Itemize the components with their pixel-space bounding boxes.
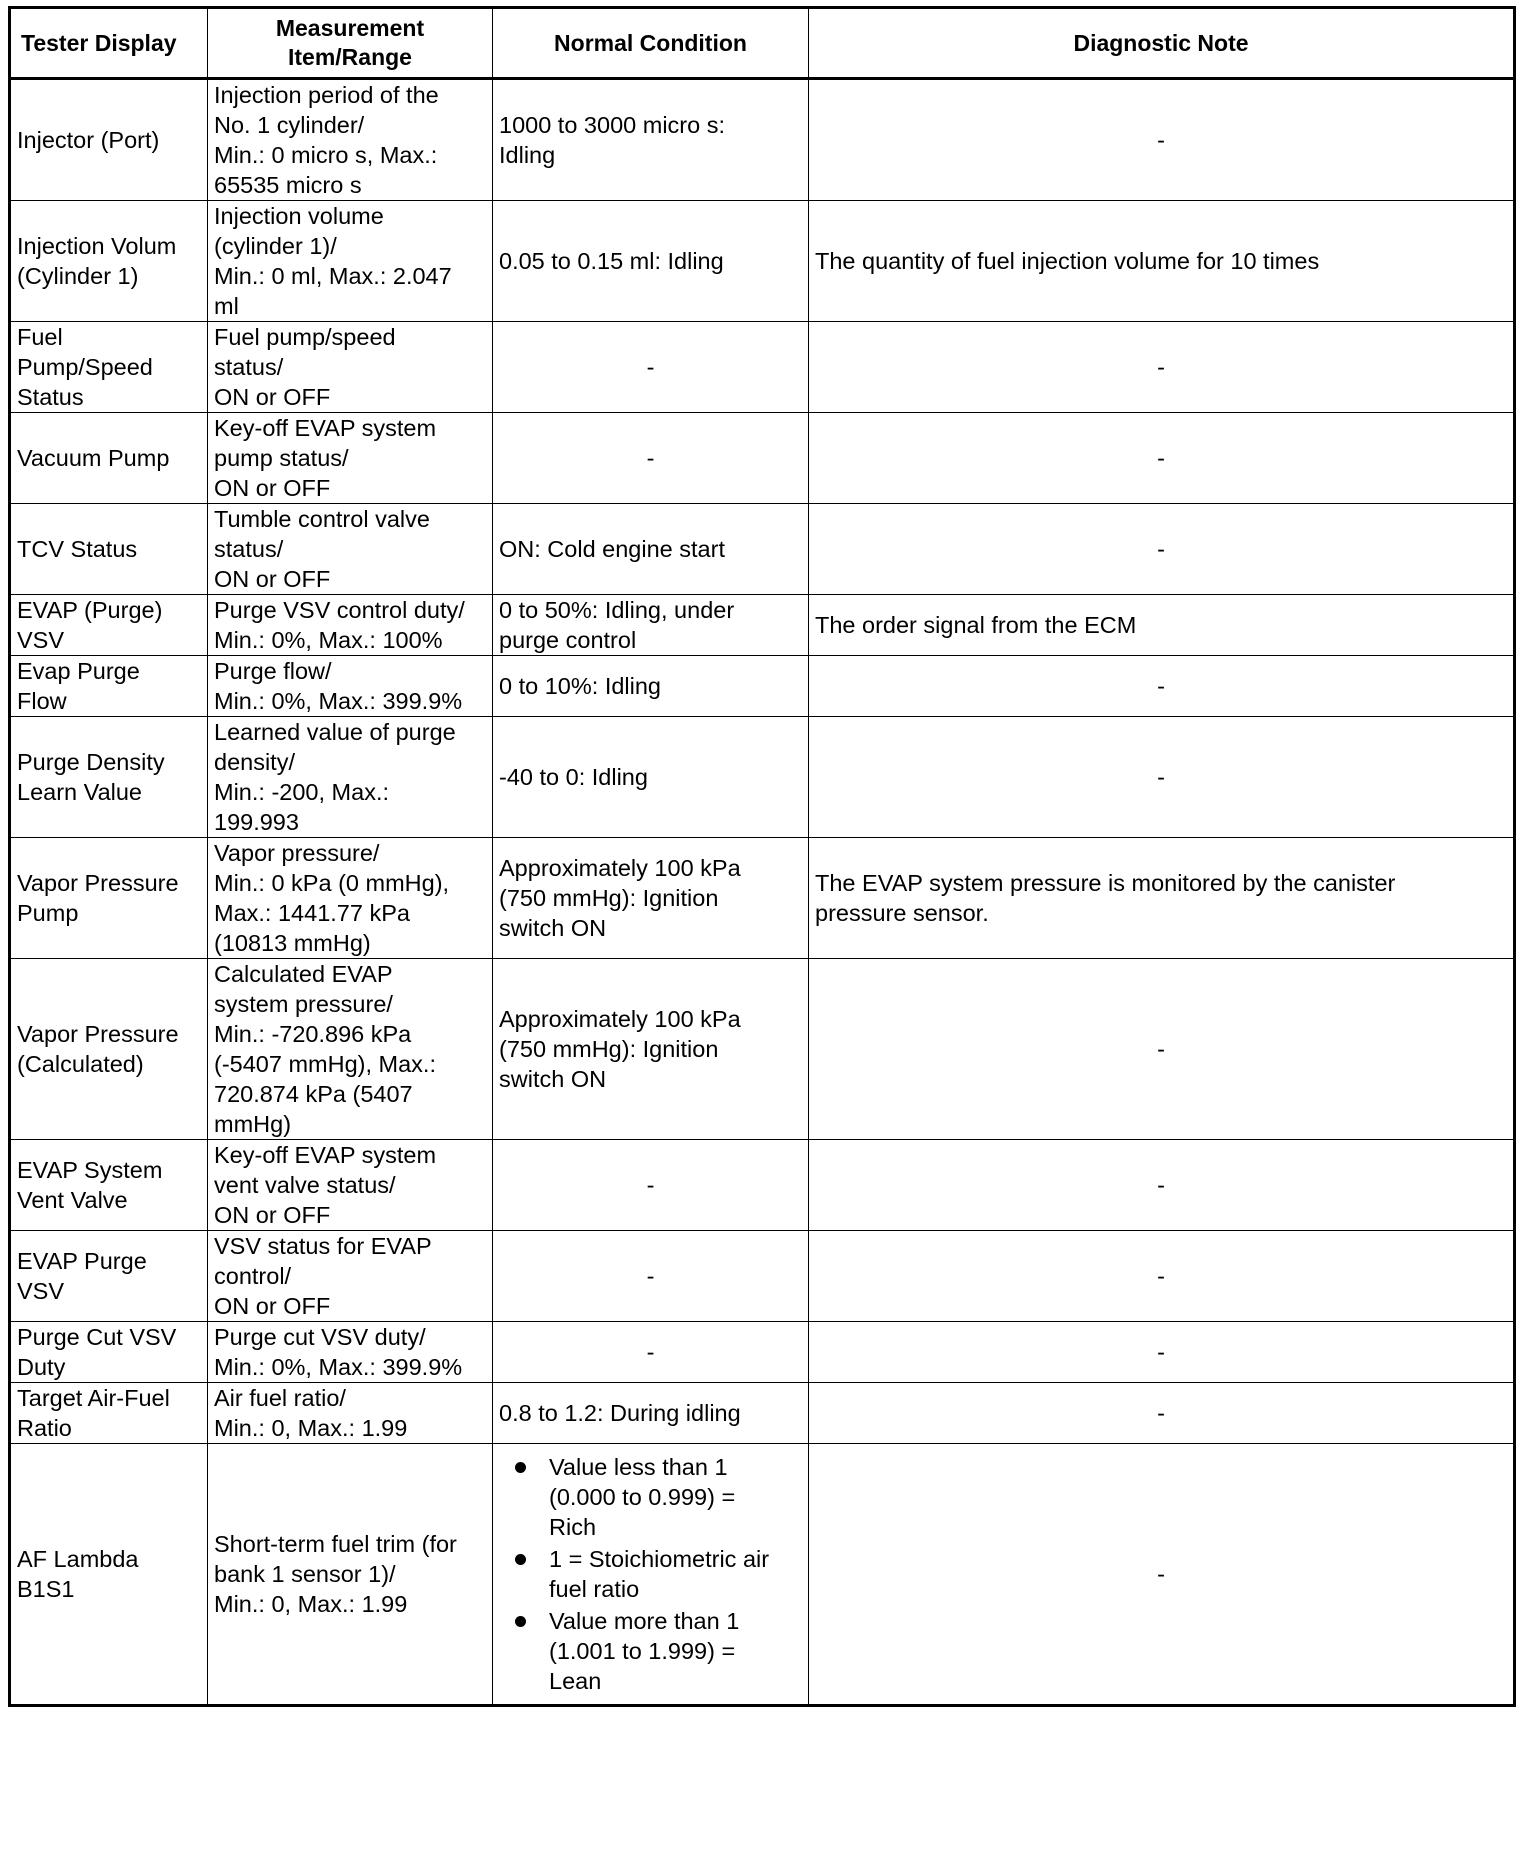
table-row <box>10 595 1515 656</box>
cell-measurement: Purge cut VSV duty/ Min.: 0%, Max.: 399.9% <box>208 1322 493 1383</box>
cell-measurement: Fuel pump/speed status/ ON or OFF <box>208 322 493 413</box>
table-row <box>10 201 1515 322</box>
table-row <box>10 413 1515 504</box>
table-row <box>10 79 1515 201</box>
cell-normal-condition: - <box>493 413 809 504</box>
cell-tester-display: Injector (Port) <box>10 79 208 201</box>
bullet-item: Value less than 1 (0.000 to 0.999) = Rich <box>499 1452 802 1542</box>
cell-measurement: Key-off EVAP system pump status/ ON or OFF <box>208 413 493 504</box>
cell-normal-condition: 0 to 50%: Idling, under purge control <box>493 595 809 656</box>
cell-diagnostic-note: - <box>809 504 1515 595</box>
table-header-row <box>10 8 1515 79</box>
table-row <box>10 322 1515 413</box>
header-diagnostic-note: Diagnostic Note <box>809 8 1515 79</box>
cell-diagnostic-note: - <box>809 959 1515 1140</box>
cell-normal-condition: - <box>493 1231 809 1322</box>
cell-normal-condition: - <box>493 1322 809 1383</box>
cell-diagnostic-note: - <box>809 322 1515 413</box>
table-row <box>10 1231 1515 1322</box>
cell-diagnostic-note: - <box>809 1322 1515 1383</box>
cell-tester-display: Fuel Pump/Speed Status <box>10 322 208 413</box>
cell-normal-condition: -40 to 0: Idling <box>493 717 809 838</box>
cell-diagnostic-note: - <box>809 413 1515 504</box>
cell-normal-condition <box>493 1444 809 1706</box>
cell-normal-condition: 0.05 to 0.15 ml: Idling <box>493 201 809 322</box>
cell-tester-display: AF Lambda B1S1 <box>10 1444 208 1706</box>
cell-measurement: Short-term fuel trim (for bank 1 sensor 1)/ Min.: 0, Max.: 1.99 <box>208 1444 493 1706</box>
cell-tester-display: EVAP (Purge) VSV <box>10 595 208 656</box>
table-row <box>10 959 1515 1140</box>
cell-normal-condition: - <box>493 1140 809 1231</box>
table-row <box>10 717 1515 838</box>
bullet-item: Value more than 1 (1.001 to 1.999) = Lean <box>499 1606 802 1696</box>
data-list-table <box>8 6 1516 1707</box>
cell-diagnostic-note: The order signal from the ECM <box>809 595 1515 656</box>
cell-tester-display: EVAP System Vent Valve <box>10 1140 208 1231</box>
cell-tester-display: Purge Density Learn Value <box>10 717 208 838</box>
table-row <box>10 504 1515 595</box>
cell-diagnostic-note: - <box>809 656 1515 717</box>
cell-diagnostic-note: - <box>809 79 1515 201</box>
cell-normal-condition: ON: Cold engine start <box>493 504 809 595</box>
cell-tester-display: EVAP Purge VSV <box>10 1231 208 1322</box>
cell-diagnostic-note: - <box>809 1444 1515 1706</box>
table-row <box>10 838 1515 959</box>
cell-measurement: Tumble control valve status/ ON or OFF <box>208 504 493 595</box>
header-tester-display: Tester Display <box>10 8 208 79</box>
cell-diagnostic-note: - <box>809 1231 1515 1322</box>
cell-diagnostic-note: - <box>809 1383 1515 1444</box>
cell-measurement: Calculated EVAP system pressure/ Min.: -720.896 kPa (-5407 mmHg), Max.: 720.874 kPa (5407 mmHg) <box>208 959 493 1140</box>
header-normal-condition: Normal Condition <box>493 8 809 79</box>
normal-condition-bullet-list <box>499 1452 802 1696</box>
cell-normal-condition: Approximately 100 kPa (750 mmHg): Ignition switch ON <box>493 838 809 959</box>
cell-diagnostic-note: The quantity of fuel injection volume for 10 times <box>809 201 1515 322</box>
cell-diagnostic-note: - <box>809 1140 1515 1231</box>
cell-measurement: Air fuel ratio/ Min.: 0, Max.: 1.99 <box>208 1383 493 1444</box>
cell-diagnostic-note: - <box>809 717 1515 838</box>
cell-tester-display: TCV Status <box>10 504 208 595</box>
cell-tester-display: Evap Purge Flow <box>10 656 208 717</box>
cell-measurement: VSV status for EVAP control/ ON or OFF <box>208 1231 493 1322</box>
cell-tester-display: Injection Volum (Cylinder 1) <box>10 201 208 322</box>
cell-normal-condition: Approximately 100 kPa (750 mmHg): Ignition switch ON <box>493 959 809 1140</box>
document-page <box>8 6 1513 1707</box>
cell-measurement: Injection period of the No. 1 cylinder/ Min.: 0 micro s, Max.: 65535 micro s <box>208 79 493 201</box>
header-measurement-item: Measurement Item/Range <box>208 8 493 79</box>
cell-diagnostic-note: The EVAP system pressure is monitored by the canister pressure sensor. <box>809 838 1515 959</box>
table-row <box>10 1140 1515 1231</box>
cell-tester-display: Purge Cut VSV Duty <box>10 1322 208 1383</box>
cell-measurement: Purge VSV control duty/ Min.: 0%, Max.: 100% <box>208 595 493 656</box>
cell-normal-condition: 0 to 10%: Idling <box>493 656 809 717</box>
bullet-item: 1 = Stoichiometric air fuel ratio <box>499 1544 802 1604</box>
cell-tester-display: Vapor Pressure (Calculated) <box>10 959 208 1140</box>
cell-measurement: Injection volume (cylinder 1)/ Min.: 0 ml, Max.: 2.047 ml <box>208 201 493 322</box>
table-row <box>10 1383 1515 1444</box>
cell-normal-condition: - <box>493 322 809 413</box>
table-row <box>10 1444 1515 1706</box>
cell-measurement: Learned value of purge density/ Min.: -200, Max.: 199.993 <box>208 717 493 838</box>
cell-tester-display: Vapor Pressure Pump <box>10 838 208 959</box>
cell-tester-display: Vacuum Pump <box>10 413 208 504</box>
cell-measurement: Key-off EVAP system vent valve status/ ON or OFF <box>208 1140 493 1231</box>
table-row <box>10 1322 1515 1383</box>
cell-tester-display: Target Air-Fuel Ratio <box>10 1383 208 1444</box>
cell-normal-condition: 1000 to 3000 micro s: Idling <box>493 79 809 201</box>
cell-measurement: Vapor pressure/ Min.: 0 kPa (0 mmHg), Max.: 1441.77 kPa (10813 mmHg) <box>208 838 493 959</box>
table-row <box>10 656 1515 717</box>
cell-measurement: Purge flow/ Min.: 0%, Max.: 399.9% <box>208 656 493 717</box>
cell-normal-condition: 0.8 to 1.2: During idling <box>493 1383 809 1444</box>
